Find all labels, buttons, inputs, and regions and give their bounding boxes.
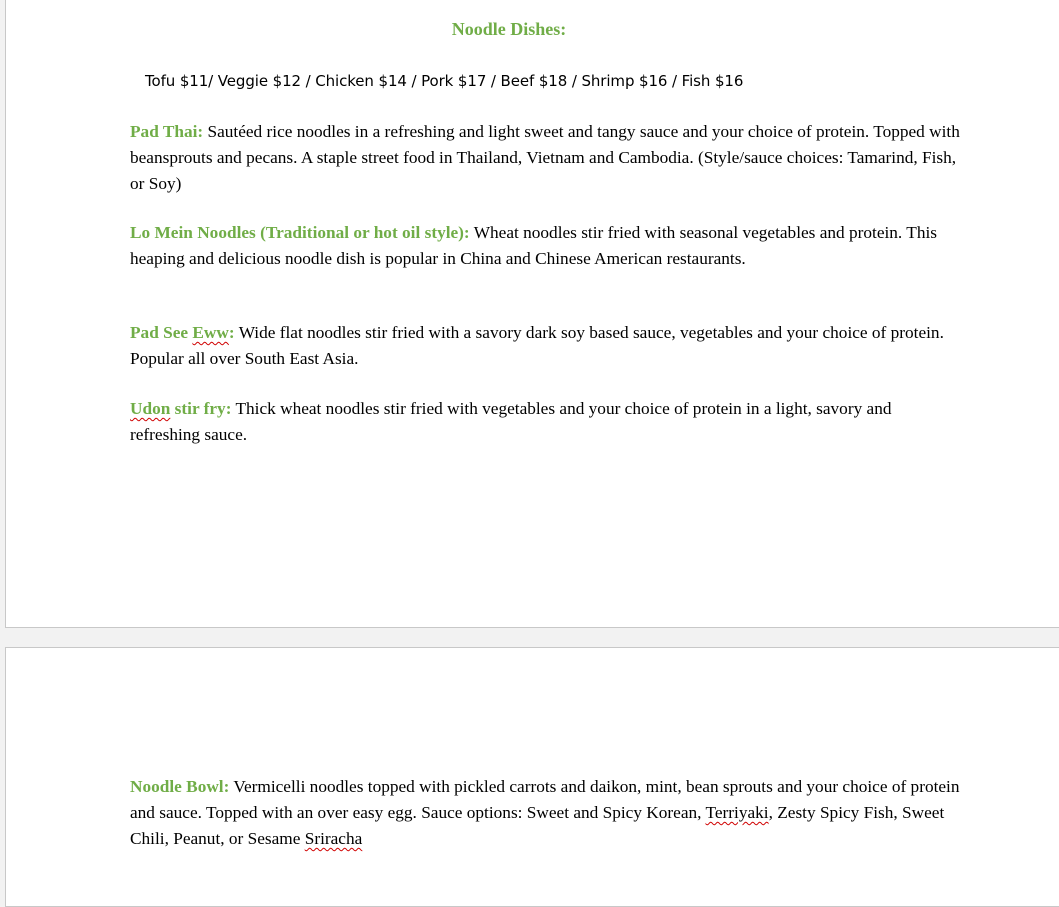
item-name-part: stir fry: [170, 399, 232, 418]
document-page-1 [5, 0, 1059, 628]
spellcheck-flagged-word[interactable]: Udon [130, 399, 171, 418]
menu-item-pad-see-eww [130, 320, 960, 372]
spellcheck-flagged-word[interactable]: Sriracha [304, 829, 363, 848]
item-description-noodle-bowl-cont: , Zesty Spicy Fish, Sweet Chili, Peanut, or Sesame [130, 803, 945, 848]
item-description-noodle-bowl: Vermicelli noodles topped with pickled carrots and daikon, mint, bean sprouts and your choice of protein and sauce. Topped with an over easy egg. Sauce options: Sweet and Spicy Korean, [130, 777, 960, 822]
section-title: Noodle Dishes: [451, 19, 567, 39]
spellcheck-flagged-word[interactable]: Eww [192, 323, 229, 342]
item-description-udon-stir-fry: Thick wheat noodles stir fried with vegetables and your choice of protein in a light, savory and refreshing sauce. [130, 399, 892, 444]
spellcheck-flagged-word[interactable]: Terriyaki [705, 803, 769, 822]
item-name-part: Pad See [130, 323, 193, 342]
menu-item-noodle-bowl [130, 774, 960, 852]
item-name-noodle-bowl: Noodle Bowl: [130, 777, 230, 796]
item-description-pad-see-eww: Wide flat noodles stir fried with a savory dark soy based sauce, vegetables and your choice of protein. Popular all over South East Asia. [130, 323, 944, 368]
item-description-lo-mein: Wheat noodles stir fried with seasonal vegetables and protein. This heaping and delicious noodle dish is popular in China and Chinese American restaurants. [130, 223, 937, 268]
item-name-part: : [228, 323, 235, 342]
protein-price-line: Tofu $11/ Veggie $12 / Chicken $14 / Pork $17 / Beef $18 / Shrimp $16 / Fish $16 [145, 72, 744, 90]
item-name-pad-thai: Pad Thai: [130, 122, 204, 141]
item-name-lo-mein: Lo Mein Noodles (Traditional or hot oil style): [130, 223, 470, 242]
menu-item-lo-mein [130, 220, 960, 272]
menu-item-udon-stir-fry [130, 396, 960, 448]
item-name-udon-stir-fry [130, 399, 231, 418]
document-page-2 [5, 647, 1059, 907]
item-description-pad-thai: Sautéed rice noodles in a refreshing and light sweet and tangy sauce and your choice of protein. Topped with beansprouts and pecans. A staple street food in Thailand, Vietnam and Cambodia. (Style/sauce choices: Tamarind, Fish, or Soy) [130, 122, 960, 193]
item-name-pad-see-eww [130, 323, 235, 342]
menu-item-pad-thai [130, 119, 960, 197]
